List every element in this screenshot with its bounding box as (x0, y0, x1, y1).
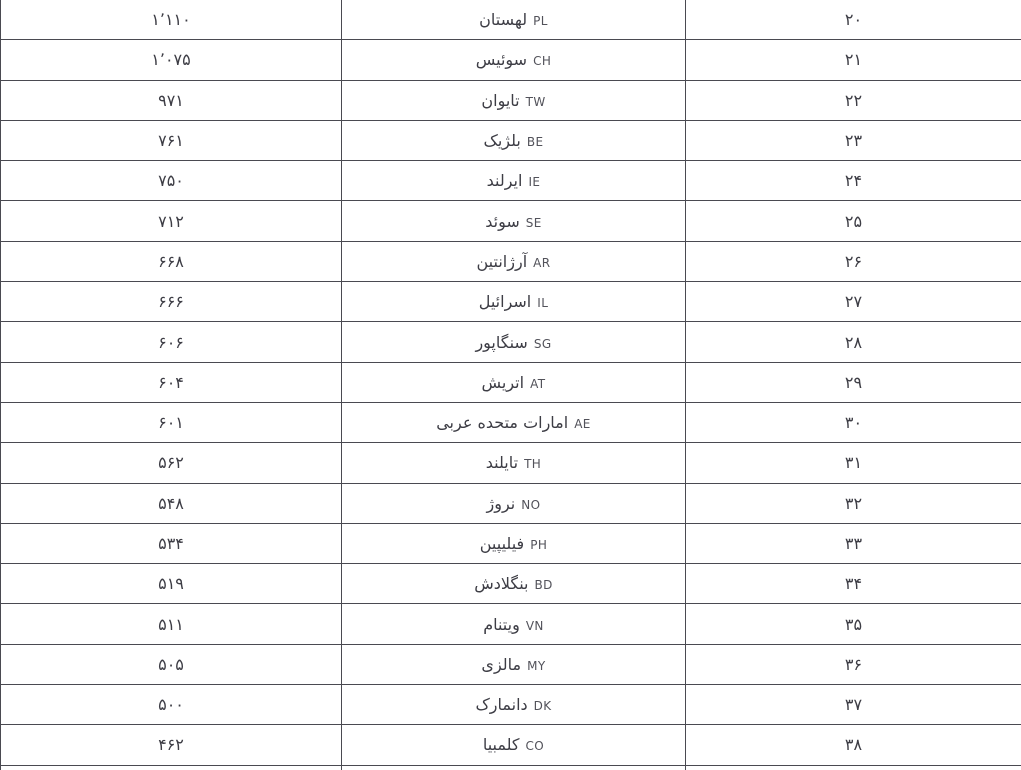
table-row (1, 40, 1021, 80)
value-cell (1, 765, 342, 770)
value-cell: ۴۶۲ (1, 725, 342, 765)
country-cell (342, 685, 686, 725)
country-name: اسرائیل (478, 292, 532, 312)
value-cell: ۵۱۱ (1, 604, 342, 644)
value-cell: ۱٬۰۷۵ (1, 40, 342, 80)
country-name: بلژیک (483, 131, 521, 151)
country-cell (342, 443, 686, 483)
rank-cell: ۳۶ (686, 644, 1021, 684)
country-code: TH (524, 457, 542, 472)
country-name: کلمبیا (482, 735, 520, 755)
country-code: VN (525, 618, 544, 633)
country-code: AR (533, 255, 551, 270)
value-cell: ۵۱۹ (1, 564, 342, 604)
table-row (1, 402, 1021, 442)
rank-cell: ۲۰ (686, 0, 1021, 40)
table-row (1, 241, 1021, 281)
value-cell: ۵۶۲ (1, 443, 342, 483)
country-cell (342, 765, 686, 770)
country-cell (342, 282, 686, 322)
country-cell (342, 402, 686, 442)
rank-cell: ۲۸ (686, 322, 1021, 362)
country-cell (342, 0, 686, 40)
rank-cell: ۳۸ (686, 725, 1021, 765)
country-name: بنگلادش (474, 574, 529, 594)
country-code: IE (528, 175, 541, 190)
table-row-partial (1, 765, 1021, 770)
country-name: سنگاپور (475, 332, 528, 352)
country-cell (342, 523, 686, 563)
rank-cell: ۳۱ (686, 443, 1021, 483)
country-cell (342, 564, 686, 604)
country-cell (342, 483, 686, 523)
rank-cell: ۳۵ (686, 604, 1021, 644)
value-cell: ۹۷۱ (1, 80, 342, 120)
value-cell: ۷۱۲ (1, 201, 342, 241)
table-row (1, 120, 1021, 160)
country-name: آرژانتین (476, 251, 528, 271)
value-cell: ۷۶۱ (1, 120, 342, 160)
country-cell (342, 644, 686, 684)
rank-cell: ۲۴ (686, 161, 1021, 201)
country-name: سوئد (485, 211, 520, 231)
country-cell (342, 201, 686, 241)
country-code: CH (533, 54, 552, 69)
country-code: CO (525, 739, 545, 754)
rank-cell: ۳۰ (686, 402, 1021, 442)
rank-cell: ۲۱ (686, 40, 1021, 80)
table-row (1, 322, 1021, 362)
table-row (1, 483, 1021, 523)
table-row (1, 362, 1021, 402)
value-cell: ۶۶۶ (1, 282, 342, 322)
country-name: امارات متحده عربی (436, 413, 569, 433)
country-code: TW (525, 94, 546, 109)
table-row (1, 564, 1021, 604)
table-row (1, 443, 1021, 483)
country-code: SG (533, 336, 552, 351)
table-row (1, 80, 1021, 120)
table-row (1, 725, 1021, 765)
country-code: MY (527, 658, 546, 673)
country-name: ویتنام (483, 614, 520, 634)
country-cell (342, 161, 686, 201)
country-code: PH (530, 538, 548, 552)
country-code: AE (574, 417, 591, 432)
value-cell: ۱٬۱۱۰ (1, 0, 342, 40)
country-name: ایرلند (486, 171, 523, 191)
country-code: DK (533, 699, 552, 714)
rank-cell: ۳۲ (686, 483, 1021, 523)
country-cell (342, 725, 686, 765)
country-code: SE (525, 215, 542, 230)
value-cell: ۷۵۰ (1, 161, 342, 201)
country-code: AT (530, 376, 546, 391)
country-cell (342, 120, 686, 160)
value-cell: ۵۳۴ (1, 523, 342, 563)
country-cell (342, 241, 686, 281)
country-code: BD (534, 578, 553, 593)
country-name: مالزی (481, 654, 522, 674)
country-cell (342, 40, 686, 80)
country-cell (342, 322, 686, 362)
value-cell: ۶۰۴ (1, 362, 342, 402)
value-cell: ۶۰۶ (1, 322, 342, 362)
rank-cell: ۲۷ (686, 282, 1021, 322)
table-row (1, 604, 1021, 644)
country-name: تایوان (481, 90, 520, 110)
rank-cell: ۲۲ (686, 80, 1021, 120)
country-code: PL (533, 14, 548, 29)
country-name: سوئیس (475, 50, 528, 70)
table-row (1, 644, 1021, 684)
country-name: نروژ (486, 493, 516, 513)
table-row (1, 201, 1021, 241)
rank-cell: ۲۹ (686, 362, 1021, 402)
country-cell (342, 362, 686, 402)
country-code: NO (521, 497, 541, 512)
country-code: BE (526, 135, 544, 150)
rank-cell: ۳۳ (686, 523, 1021, 563)
ranking-table-body (1, 0, 1021, 765)
country-code: IL (537, 296, 549, 311)
country-name: فیلیپین (479, 534, 525, 553)
value-cell: ۵۰۵ (1, 644, 342, 684)
rank-cell: ۲۶ (686, 241, 1021, 281)
country-name: تایلند (485, 453, 519, 473)
value-cell: ۵۴۸ (1, 483, 342, 523)
value-cell: ۶۶۸ (1, 241, 342, 281)
country-name: لهستان (479, 10, 528, 30)
rank-cell: ۲۵ (686, 201, 1021, 241)
country-cell (342, 80, 686, 120)
value-cell: ۶۰۱ (1, 402, 342, 442)
country-cell (342, 604, 686, 644)
table-row (1, 523, 1021, 563)
rank-cell: ۲۳ (686, 120, 1021, 160)
country-name: اتریش (481, 372, 525, 392)
rank-cell: ۳۷ (686, 685, 1021, 725)
table-row (1, 161, 1021, 201)
rank-cell (686, 765, 1021, 770)
table-row (1, 0, 1021, 40)
partial-row-body (1, 765, 1021, 770)
value-cell: ۵۰۰ (1, 685, 342, 725)
country-name: دانمارک (475, 695, 528, 715)
table-row (1, 282, 1021, 322)
rank-cell: ۳۴ (686, 564, 1021, 604)
table-row (1, 685, 1021, 725)
